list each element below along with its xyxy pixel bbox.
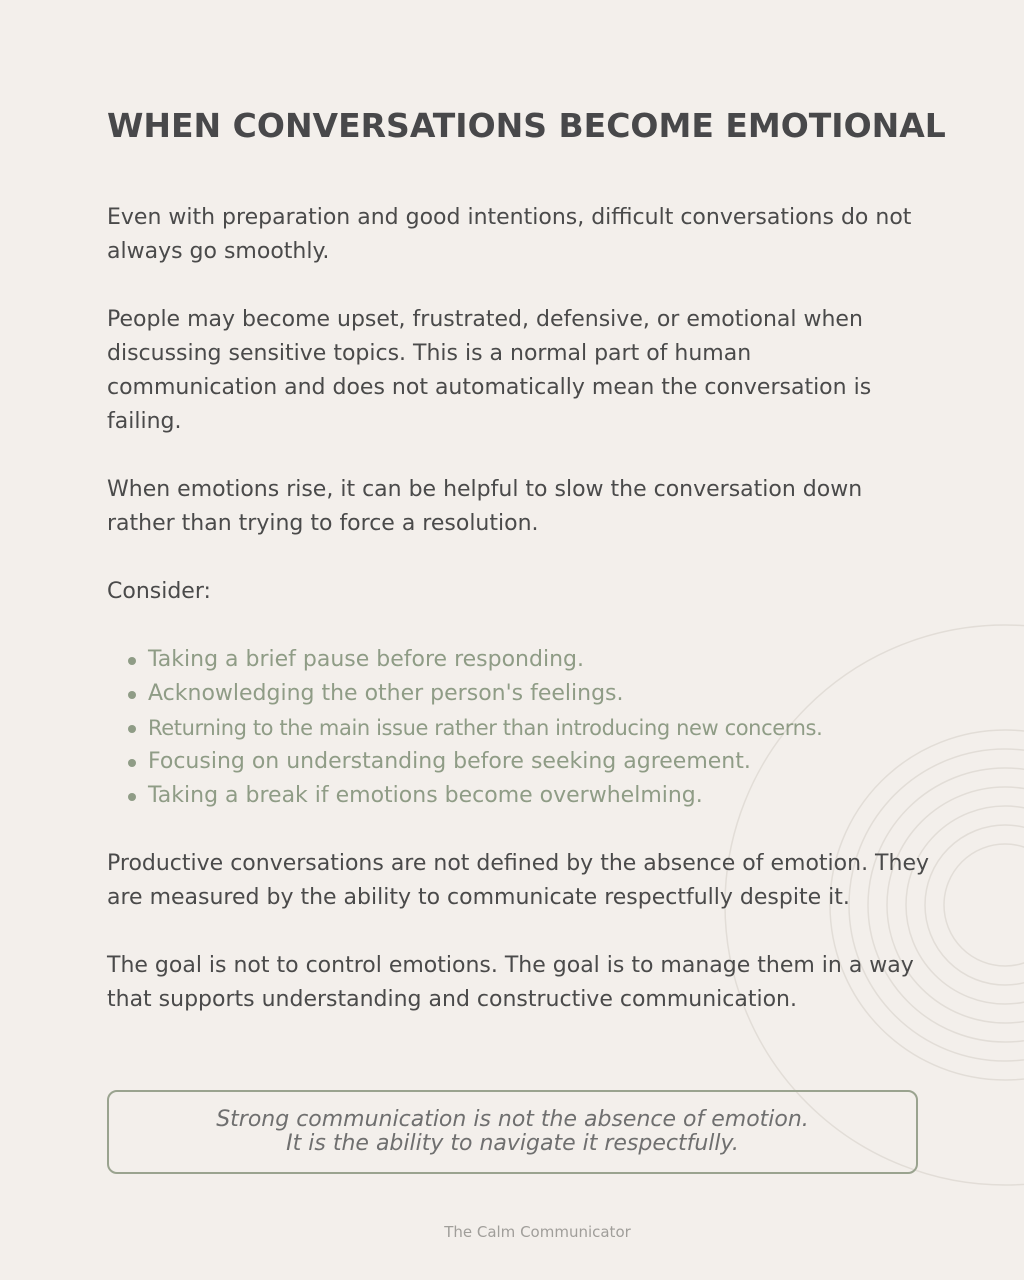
quote-line-1: Strong communication is not the absence of emotion.	[216, 1107, 809, 1132]
tip-text: Focusing on understanding before seeking agreement.	[148, 749, 751, 774]
normal-paragraph: People may become upset, frustrated, defensive, or emotional when discussing sensitive topics. This is a normal part of human communication and does not automatically mean the conversation is failing.	[107, 307, 872, 434]
slow-down-paragraph: When emotions rise, it can be helpful to slow the conversation down rather than trying to force a resolution.	[107, 477, 863, 536]
productive-paragraph: Productive conversations are not defined by the absence of emotion. They are measured by the ability to communicate respectfully despite it.	[107, 851, 929, 910]
bullet-icon	[128, 793, 136, 801]
page-title: WHEN CONVERSATIONS BECOME EMOTIONAL	[107, 106, 946, 145]
bullet-icon	[128, 759, 136, 767]
list-item	[107, 779, 922, 813]
list-item	[107, 711, 922, 745]
consider-label: Consider:	[107, 579, 211, 604]
tip-text: Returning to the main issue rather than introducing new concerns.	[148, 716, 823, 740]
article	[107, 104, 946, 1012]
quote-line-2: It is the ability to navigate it respectfully.	[286, 1131, 739, 1156]
quote-box	[107, 1090, 918, 1174]
tips-list	[107, 643, 922, 813]
intro-paragraph: Even with preparation and good intentions, difficult conversations do not always go smoothly.	[107, 205, 912, 264]
tip-text: Taking a break if emotions become overwhelming.	[148, 783, 703, 808]
list-item	[107, 643, 922, 677]
goal-paragraph: The goal is not to control emotions. The goal is to manage them in a way that supports understanding and constructive communication.	[107, 953, 914, 1012]
tip-text: Taking a brief pause before responding.	[148, 647, 584, 672]
list-item	[107, 745, 922, 779]
tip-text: Acknowledging the other person's feelings.	[148, 681, 624, 706]
footer-brand: The Calm Communicator	[444, 1223, 631, 1241]
bullet-icon	[128, 657, 136, 665]
bullet-icon	[128, 725, 136, 733]
list-item	[107, 677, 922, 711]
bullet-icon	[128, 691, 136, 699]
